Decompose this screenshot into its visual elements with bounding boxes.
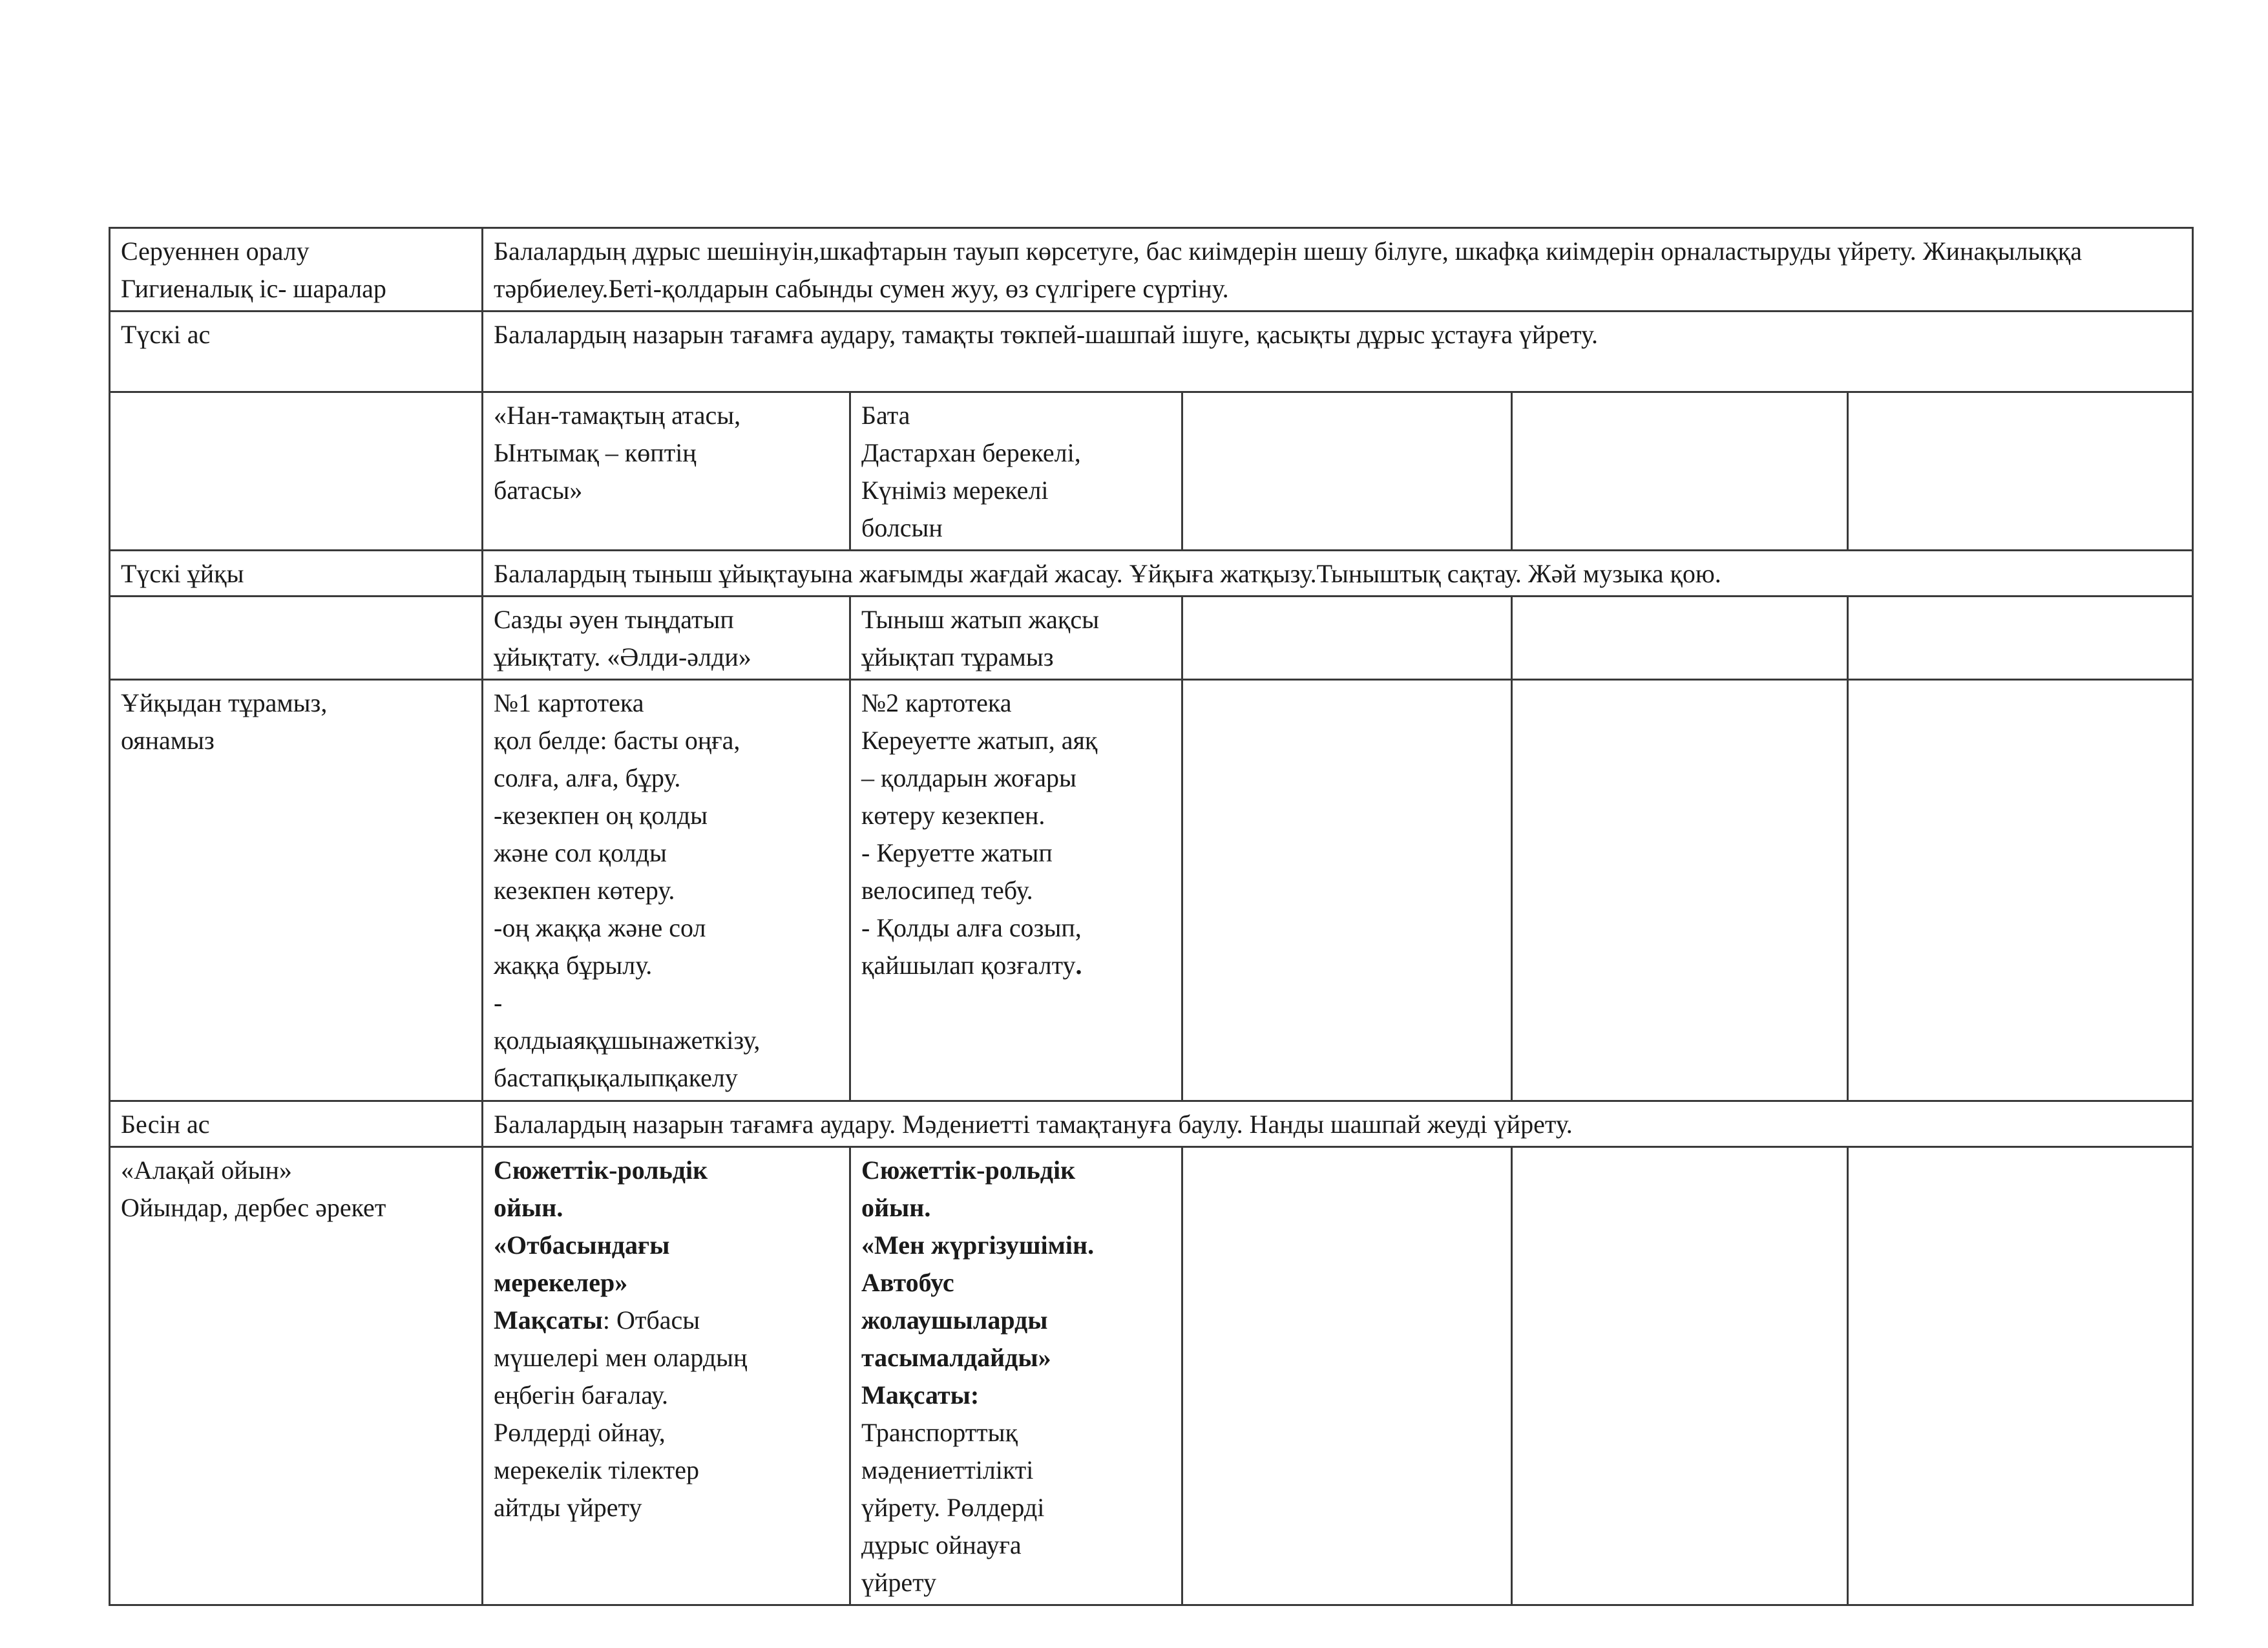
wake-up-exercise-card-1: №1 картотека қол белде: басты оңға, солға, алға, бұру. -кезекпен оң қолды және сол қолды кезекпен көтеру. -оң жаққа және сол жаққа бұрылу. - қолдыаяқұшынажеткізу, бастапқықалыпқакелу (483, 680, 850, 1101)
schedule-table (109, 227, 2194, 1606)
empty-cell (1182, 680, 1512, 1101)
empty-cell (1848, 392, 2193, 551)
empty-cell (1512, 1147, 1848, 1605)
wake-up-exercise-card-2-text: №2 картотека Кереуетте жатып, аяқ – қолдарын жоғары көтеру кезекпен. - Керуетте жатып велосипед тебу. - Қолды алға созып, қайшылап қозғалту (861, 688, 1098, 980)
lunch-activity-blessing: Бата Дастархан берекелі, Күніміз мерекелі болсын (850, 392, 1182, 551)
row-afternoon-snack (110, 1101, 2193, 1147)
row-lunch (110, 312, 2193, 392)
nap-activity-rest: Тыныш жатып жақсы ұйықтап тұрамыз (850, 597, 1182, 680)
empty-cell (1512, 680, 1848, 1101)
row-text-nap: Балалардың тыныш ұйықтауына жағымды жағдай жасау. Ұйқыға жатқызу.Тыныштық сақтау. Жәй музыка қою. (483, 551, 2193, 597)
row-label-nap: Түскі ұйқы (110, 551, 483, 597)
empty-cell (110, 597, 483, 680)
games-role-play-family-title: Сюжеттік-рольдік ойын. «Отбасындағы мерекелер» (494, 1156, 708, 1297)
empty-cell (1848, 597, 2193, 680)
row-text-lunch: Балалардың назарын тағамға аудару, тамақты төкпей-шашпай ішуге, қасықты дұрыс ұстауға үйрету. (483, 312, 2193, 392)
row-label-lunch: Түскі ас (110, 312, 483, 392)
lunch-activity-proverb: «Нан-тамақтың атасы, Ынтымақ – көптің батасы» (483, 392, 850, 551)
empty-cell (1512, 392, 1848, 551)
row-wake-up (110, 680, 2193, 1101)
row-label-games: «Алақай ойын» Ойындар, дербес әрекет (110, 1147, 483, 1605)
row-label-return-from-walk: Серуеннен оралу Гигиеналық іс- шаралар (110, 228, 483, 312)
empty-cell (110, 392, 483, 551)
row-text-afternoon-snack: Балалардың назарын тағамға аудару. Мәдениетті тамақтануға баулу. Нанды шашпай жеуді үйрету. (483, 1101, 2193, 1147)
games-role-play-driver-title: Сюжеттік-рольдік ойын. «Мен жүргізушімін. Автобус жолаушыларды тасымалдайды» Мақсаты: (861, 1156, 1095, 1410)
row-label-wake-up: Ұйқыдан тұрамыз, оянамыз (110, 680, 483, 1101)
empty-cell (1182, 1147, 1512, 1605)
empty-cell (1182, 597, 1512, 680)
empty-cell (1512, 597, 1848, 680)
row-nap-activities (110, 597, 2193, 680)
row-lunch-activities (110, 392, 2193, 551)
nap-activity-music: Сазды әуен тыңдатып ұйықтату. «Әлди-әлди» (483, 597, 850, 680)
wake-up-exercise-card-2 (850, 680, 1182, 1101)
empty-cell (1182, 392, 1512, 551)
row-return-from-walk (110, 228, 2193, 312)
row-nap (110, 551, 2193, 597)
games-role-play-family-goal-label: Мақсаты (494, 1305, 603, 1335)
games-role-play-driver (850, 1147, 1182, 1605)
empty-cell (1848, 680, 2193, 1101)
games-role-play-driver-goal-text: Транспорттық мәдениеттілікті үйрету. Рөлдерді дұрыс ойнауға үйрету (861, 1418, 1045, 1597)
row-label-afternoon-snack: Бесін ас (110, 1101, 483, 1147)
row-text-return-from-walk: Балалардың дұрыс шешінуін,шкафтарын тауып көрсетуге, бас киімдерін шешу білуге, шкафқа киімдерін орналастыруды үйрету. Жинақылыққа тәрбиелеу.Беті-қолдарын сабынды сумен жуу, өз сүлгіреге сүртіну. (483, 228, 2193, 312)
wake-up-exercise-card-2-period: . (1075, 951, 1082, 980)
games-role-play-family (483, 1147, 850, 1605)
games-role-play-family-goal-text: : Отбасы мүшелері мен олардың еңбегін бағалау. Рөлдерді ойнау, мерекелік тілектер айтды үйрету (494, 1305, 748, 1522)
empty-cell (1848, 1147, 2193, 1605)
row-games (110, 1147, 2193, 1605)
